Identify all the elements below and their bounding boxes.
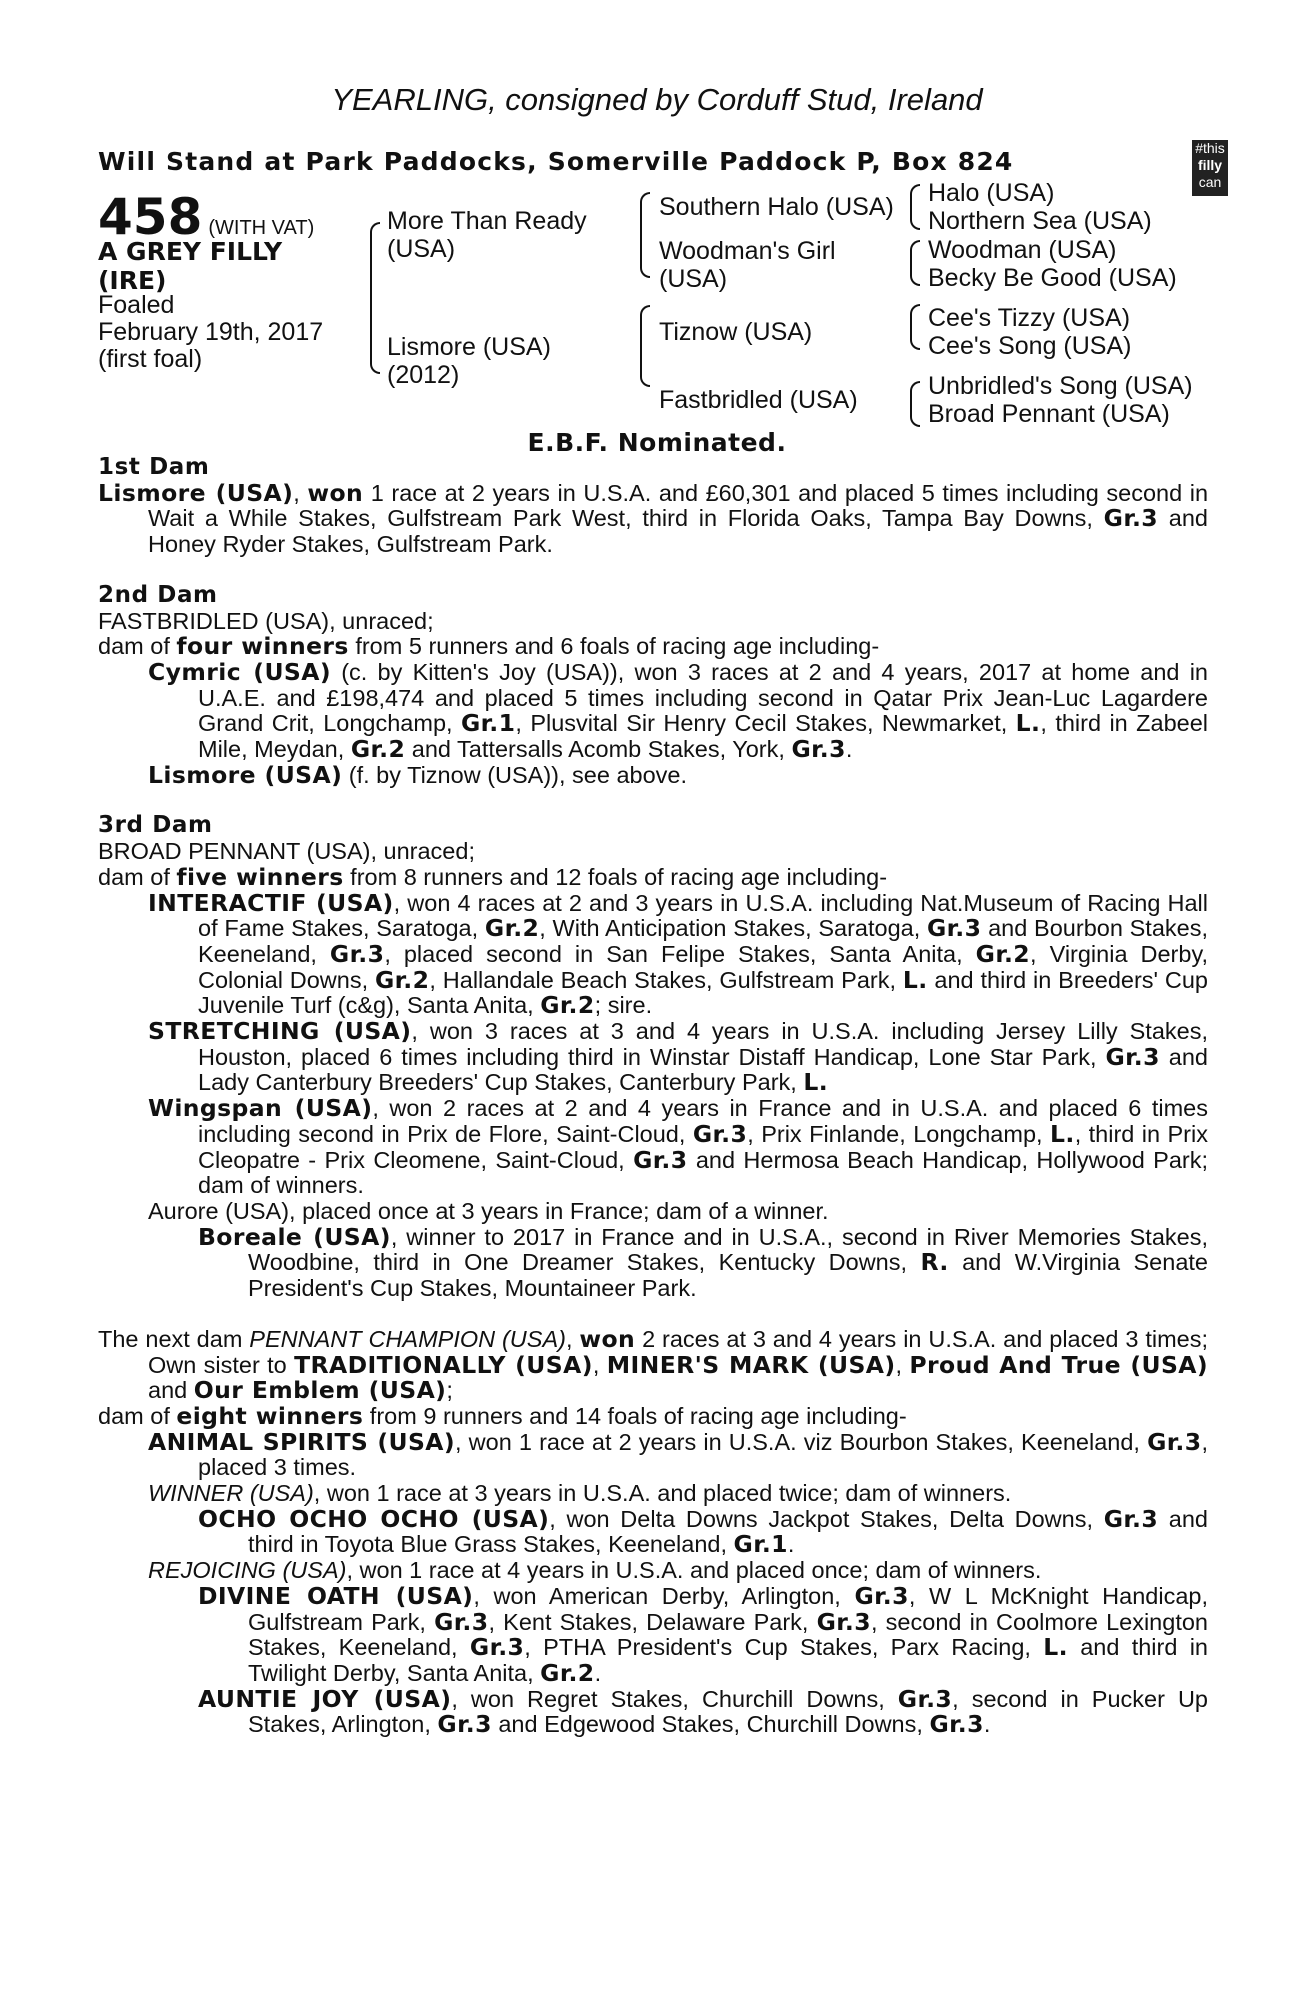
- pedigree-g3-7: Unbridled's Song (USA): [928, 372, 1193, 400]
- offspring-auntie-joy: AUNTIE JOY (USA), won Regret Stakes, Churchill Downs, Gr.3, second in Pucker Up Stakes, Arlington, Gr.3 and Edgewood Stakes, Churchill Downs, Gr.3.: [198, 1684, 1208, 1739]
- pedigree-g3-6: Cee's Song (USA): [928, 332, 1132, 360]
- next-dam-record: dam of eight winners from 9 runners and 14 foals of racing age including-: [98, 1401, 907, 1430]
- next-dam-entry: The next dam PENNANT CHAMPION (USA), won 2 races at 3 and 4 years in U.S.A. and placed 3 times; Own sister to TRADITIONALLY (USA), MINER'S MARK (USA), Proud And True (USA) and Our Emblem (USA);: [98, 1324, 1209, 1405]
- first-dam-heading: 1st Dam: [98, 454, 210, 480]
- sex-line-1: A GREY FILLY: [98, 237, 283, 266]
- vat-note: (WITH VAT): [208, 217, 315, 239]
- g3-brace-1: [910, 184, 920, 230]
- pedigree-sire: More Than Ready (USA): [387, 207, 587, 263]
- consignor-line: YEARLING, consigned by Corduff Stud, Ireland: [331, 82, 983, 117]
- pedigree-g3-1: Halo (USA): [928, 179, 1055, 207]
- pedigree-sire-sire: Southern Halo (USA): [659, 193, 894, 221]
- foaled-date: February 19th, 2017: [98, 318, 324, 346]
- g3-brace-4: [910, 381, 920, 427]
- third-dam-heading: 3rd Dam: [98, 812, 213, 839]
- offspring-stretching: STRETCHING (USA), won 3 races at 3 and 4 years in U.S.A. including Jersey Lilly Stakes, Houston, placed 6 times including third in Winstar Distaff Handicap, Lone Star Park, Gr.3 and Lady Canterbury Breeders' Cup Stakes, Canterbury Park, L.: [148, 1017, 1208, 1097]
- g3-brace-2: [910, 240, 920, 286]
- foaled-label: Foaled: [98, 291, 175, 319]
- second-dam-record: dam of four winners from 5 runners and 6 foals of racing age including-: [98, 632, 880, 661]
- pedigree-g3-4: Becky Be Good (USA): [928, 264, 1177, 292]
- ebf-nominated: E.B.F. Nominated.: [527, 428, 787, 457]
- offspring-winner: WINNER (USA), won 1 race at 3 years in U.S.A. and placed twice; dam of winners.: [148, 1480, 1012, 1507]
- pedigree-g3-5: Cee's Tizzy (USA): [928, 304, 1131, 332]
- offspring-lismore: Lismore (USA) (f. by Tiznow (USA)), see above.: [148, 760, 688, 789]
- g3-brace-3: [910, 304, 920, 350]
- foaled-info: [98, 292, 358, 373]
- pedigree-g3-8: Broad Pennant (USA): [928, 400, 1170, 428]
- offspring-aurore: Aurore (USA), placed once at 3 years in France; dam of a winner.: [148, 1197, 829, 1224]
- pedigree-dam-dam: Fastbridled (USA): [659, 386, 858, 414]
- sire-brace: [370, 222, 380, 374]
- second-dam-name: FASTBRIDLED (USA), unraced;: [98, 607, 434, 634]
- badge-line-2: filly: [1197, 157, 1223, 173]
- lot-number: 458: [98, 188, 203, 246]
- catalogue-body: [98, 455, 1208, 1738]
- pedigree-dam-sire: Tiznow (USA): [659, 318, 813, 346]
- offspring-rejoicing: REJOICING (USA), won 1 race at 4 years in U.S.A. and placed once; dam of winners.: [148, 1557, 1042, 1584]
- offspring-boreale: Boreale (USA), winner to 2017 in France and in U.S.A., second in River Memories Stakes, Woodbine, third in One Dreamer Stakes, Kentucky Downs, R. and W.Virginia Senate President's Cup Stakes, Mountaineer Park.: [198, 1222, 1209, 1302]
- dam-line-brace: [640, 305, 650, 387]
- offspring-animal-spirits: ANIMAL SPIRITS (USA), won 1 race at 2 years in U.S.A. viz Bourbon Stakes, Keeneland, Gr.3, placed 3 times.: [148, 1427, 1208, 1481]
- sire-line-brace: [640, 192, 650, 278]
- pedigree-g3-3: Woodman (USA): [928, 236, 1117, 264]
- badge-line-1: #this: [1195, 140, 1225, 156]
- offspring-interactif: INTERACTIF (USA), won 4 races at 2 and 3 years in U.S.A. including Nat.Museum of Racing Hall of Fame Stakes, Saratoga, Gr.2, With Anticipation Stakes, Saratoga, Gr.3 and Bourbon Stakes, Keeneland, Gr.3, placed second in San Felipe Stakes, Santa Anita, Gr.2, Virginia Derby, Colonial Downs, Gr.2, Hallandale Beach Stakes, Gulfstream Park, L. and third in Breeders' Cup Juvenile Turf (c&g), Santa Anita, Gr.2; sire.: [148, 888, 1209, 1020]
- first-dam-entry: Lismore (USA), won 1 race at 2 years in U.S.A. and £60,301 and placed 5 times including second in Wait a While Stakes, Gulfstream Park West, third in Florida Oaks, Tampa Bay Downs, Gr.3 and Honey Ryder Stakes, Gulfstream Park.: [98, 478, 1209, 558]
- offspring-wingspan: Wingspan (USA), won 2 races at 2 and 4 years in France and in U.S.A. and placed 6 times including second in Prix de Flore, Saint-Cloud, Gr.3, Prix Finlande, Longchamp, L., third in Prix Cleopatre - Prix Cleomene, Saint-Cloud, Gr.3 and Hermosa Beach Handicap, Hollywood Park; dam of winners.: [148, 1094, 1208, 1199]
- foal-note: (first foal): [98, 345, 203, 373]
- this-filly-can-logo: [1192, 140, 1228, 196]
- offspring-ocho-ocho-ocho: OCHO OCHO OCHO (USA), won Delta Downs Jackpot Stakes, Delta Downs, Gr.3 and third in Toyota Blue Grass Stakes, Keeneland, Gr.1.: [198, 1504, 1208, 1559]
- pedigree-dam: Lismore (USA) (2012): [387, 333, 551, 389]
- badge-line-3: can: [1198, 174, 1222, 190]
- third-dam-record: dam of five winners from 8 runners and 12 foals of racing age including-: [98, 862, 888, 891]
- pedigree-g3-2: Northern Sea (USA): [928, 207, 1152, 235]
- horse-description: [98, 237, 338, 295]
- third-dam-name: BROAD PENNANT (USA), unraced;: [98, 838, 475, 865]
- offspring-divine-oath: DIVINE OATH (USA), won American Derby, Arlington, Gr.3, W L McKnight Handicap, Gulfstream Park, Gr.3, Kent Stakes, Delaware Park, Gr.3, second in Coolmore Lexington Stakes, Keeneland, Gr.3, PTHA President's Cup Stakes, Parx Racing, L. and third in Twilight Derby, Santa Anita, Gr.2.: [198, 1581, 1209, 1687]
- sex-line-2: (IRE): [98, 266, 167, 295]
- stand-location: Will Stand at Park Paddocks, Somerville Paddock P, Box 824: [98, 147, 1014, 176]
- second-dam-heading: 2nd Dam: [98, 581, 218, 608]
- offspring-cymric: Cymric (USA) (c. by Kitten's Joy (USA)), won 3 races at 2 and 4 years, 2017 at home and in U.A.E. and £198,474 and placed 5 times including second in Qatar Prix Jean-Luc Lagardere Grand Crit, Longchamp, Gr.1, Plusvital Sir Henry Cecil Stakes, Newmarket, L., third in Zabeel Mile, Meydan, Gr.2 and Tattersalls Acomb Stakes, York, Gr.3.: [148, 657, 1208, 764]
- pedigree-sire-dam: Woodman's Girl (USA): [659, 237, 836, 293]
